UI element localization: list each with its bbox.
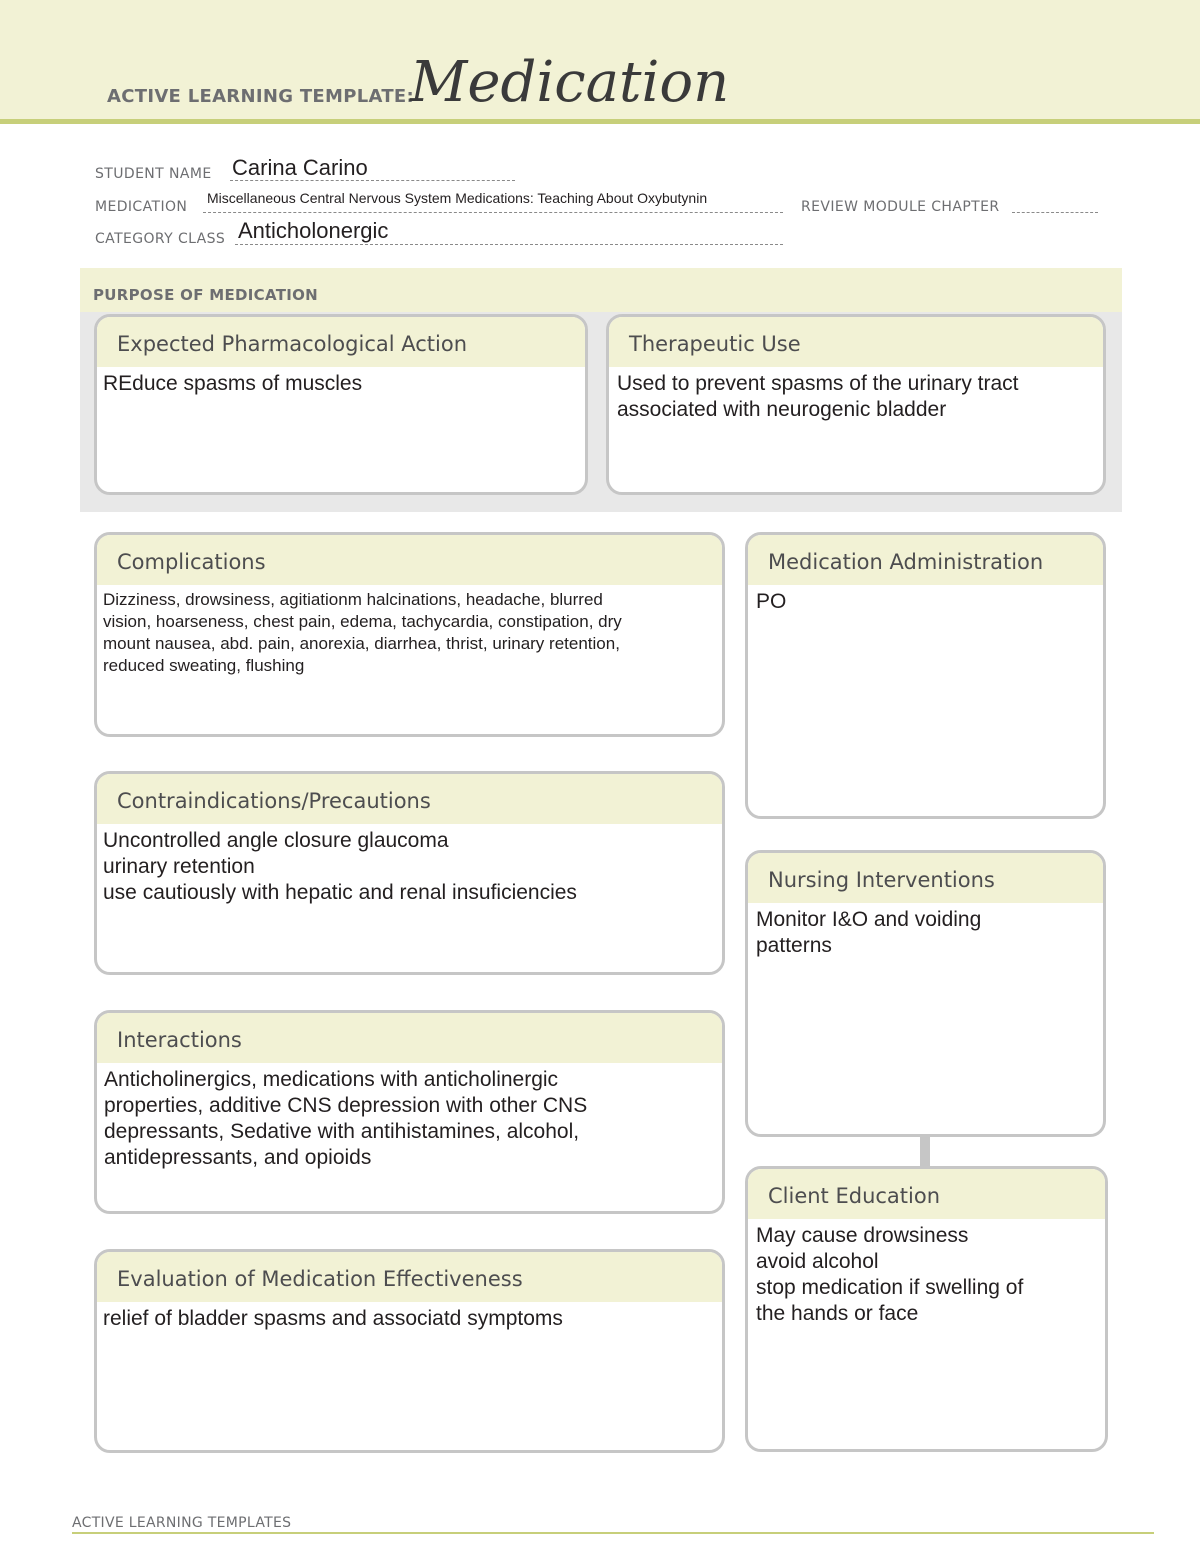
client-education-line: avoid alcohol bbox=[756, 1250, 879, 1273]
administration-field[interactable] bbox=[748, 585, 1103, 615]
connector bbox=[920, 1134, 930, 1166]
complications-line: Dizziness, drowsiness, agitiationm halcinations, headache, blurred bbox=[103, 590, 603, 609]
administration-title: Medication Administration bbox=[748, 535, 1103, 585]
category-class-label: CATEGORY CLASS bbox=[95, 231, 226, 247]
contraindications-box bbox=[94, 771, 725, 975]
therapeutic-use-title: Therapeutic Use bbox=[609, 317, 1103, 367]
medication-field[interactable]: Miscellaneous Central Nervous System Medications: Teaching About Oxybutynin bbox=[207, 190, 708, 206]
interactions-line: antidepressants, and opioids bbox=[104, 1146, 372, 1169]
complications-line: reduced sweating, flushing bbox=[103, 656, 305, 675]
complications-title: Complications bbox=[97, 535, 722, 585]
footer-label: ACTIVE LEARNING TEMPLATES bbox=[72, 1515, 292, 1531]
nursing-interventions-field[interactable] bbox=[748, 903, 1103, 959]
complications-box bbox=[94, 532, 725, 737]
nursing-interventions-title: Nursing Interventions bbox=[748, 853, 1103, 903]
nursing-interventions-line: patterns bbox=[756, 934, 832, 957]
category-class-field[interactable]: Anticholonergic bbox=[238, 218, 389, 243]
evaluation-title: Evaluation of Medication Effectiveness bbox=[97, 1252, 722, 1302]
client-education-line: stop medication if swelling of bbox=[756, 1276, 1024, 1299]
therapeutic-use-box bbox=[606, 314, 1106, 495]
interactions-line: properties, additive CNS depression with other CNS bbox=[104, 1094, 588, 1117]
expected-action-box bbox=[94, 314, 588, 495]
contraindications-field[interactable] bbox=[97, 824, 722, 906]
evaluation-box bbox=[94, 1249, 725, 1453]
therapeutic-use-line: Used to prevent spasms of the urinary tract bbox=[617, 372, 1019, 395]
client-education-line: the hands or face bbox=[756, 1302, 919, 1325]
review-module-chapter-label: REVIEW MODULE CHAPTER bbox=[801, 199, 1000, 215]
administration-box bbox=[745, 532, 1106, 819]
interactions-title: Interactions bbox=[97, 1013, 722, 1063]
interactions-line: Anticholinergics, medications with anticholinergic bbox=[104, 1068, 559, 1091]
complications-line: vision, hoarseness, chest pain, edema, tachycardia, constipation, dry bbox=[103, 612, 622, 631]
complications-line: mount nausea, abd. pain, anorexia, diarrhea, thrist, urinary retention, bbox=[103, 634, 620, 653]
therapeutic-use-field[interactable] bbox=[609, 367, 1103, 423]
expected-action-title: Expected Pharmacological Action bbox=[97, 317, 585, 367]
therapeutic-use-line: associated with neurogenic bladder bbox=[617, 398, 947, 421]
student-name-label: STUDENT NAME bbox=[95, 166, 212, 182]
contraindications-line: use cautiously with hepatic and renal insuficiencies bbox=[103, 881, 577, 904]
review-module-chapter-line bbox=[1012, 212, 1098, 213]
interactions-field[interactable] bbox=[97, 1063, 722, 1171]
page-title: Medication bbox=[410, 50, 730, 115]
expected-action-line: REduce spasms of muscles bbox=[103, 372, 363, 395]
complications-field[interactable] bbox=[97, 585, 722, 677]
interactions-box bbox=[94, 1010, 725, 1214]
purpose-label: PURPOSE OF MEDICATION bbox=[93, 286, 319, 304]
expected-action-field[interactable] bbox=[97, 367, 585, 397]
contraindications-title: Contraindications/Precautions bbox=[97, 774, 722, 824]
interactions-line: depressants, Sedative with antihistamines, alcohol, bbox=[104, 1120, 580, 1143]
evaluation-field[interactable] bbox=[97, 1302, 722, 1332]
administration-line: PO bbox=[756, 590, 787, 613]
template-label: ACTIVE LEARNING TEMPLATE: bbox=[107, 86, 414, 107]
client-education-field[interactable] bbox=[748, 1219, 1105, 1327]
nursing-interventions-box bbox=[745, 850, 1106, 1137]
evaluation-line: relief of bladder spasms and associatd symptoms bbox=[103, 1307, 563, 1330]
contraindications-line: urinary retention bbox=[103, 855, 255, 878]
client-education-line: May cause drowsiness bbox=[756, 1224, 969, 1247]
medication-label: MEDICATION bbox=[95, 199, 188, 215]
medication-line bbox=[203, 212, 783, 213]
nursing-interventions-line: Monitor I&O and voiding bbox=[756, 908, 982, 931]
student-name-field[interactable]: Carina Carino bbox=[232, 155, 368, 180]
contraindications-line: Uncontrolled angle closure glaucoma bbox=[103, 829, 449, 852]
category-class-line bbox=[235, 244, 783, 245]
client-education-box bbox=[745, 1166, 1108, 1452]
footer-divider bbox=[72, 1532, 1154, 1534]
client-education-title: Client Education bbox=[748, 1169, 1105, 1219]
